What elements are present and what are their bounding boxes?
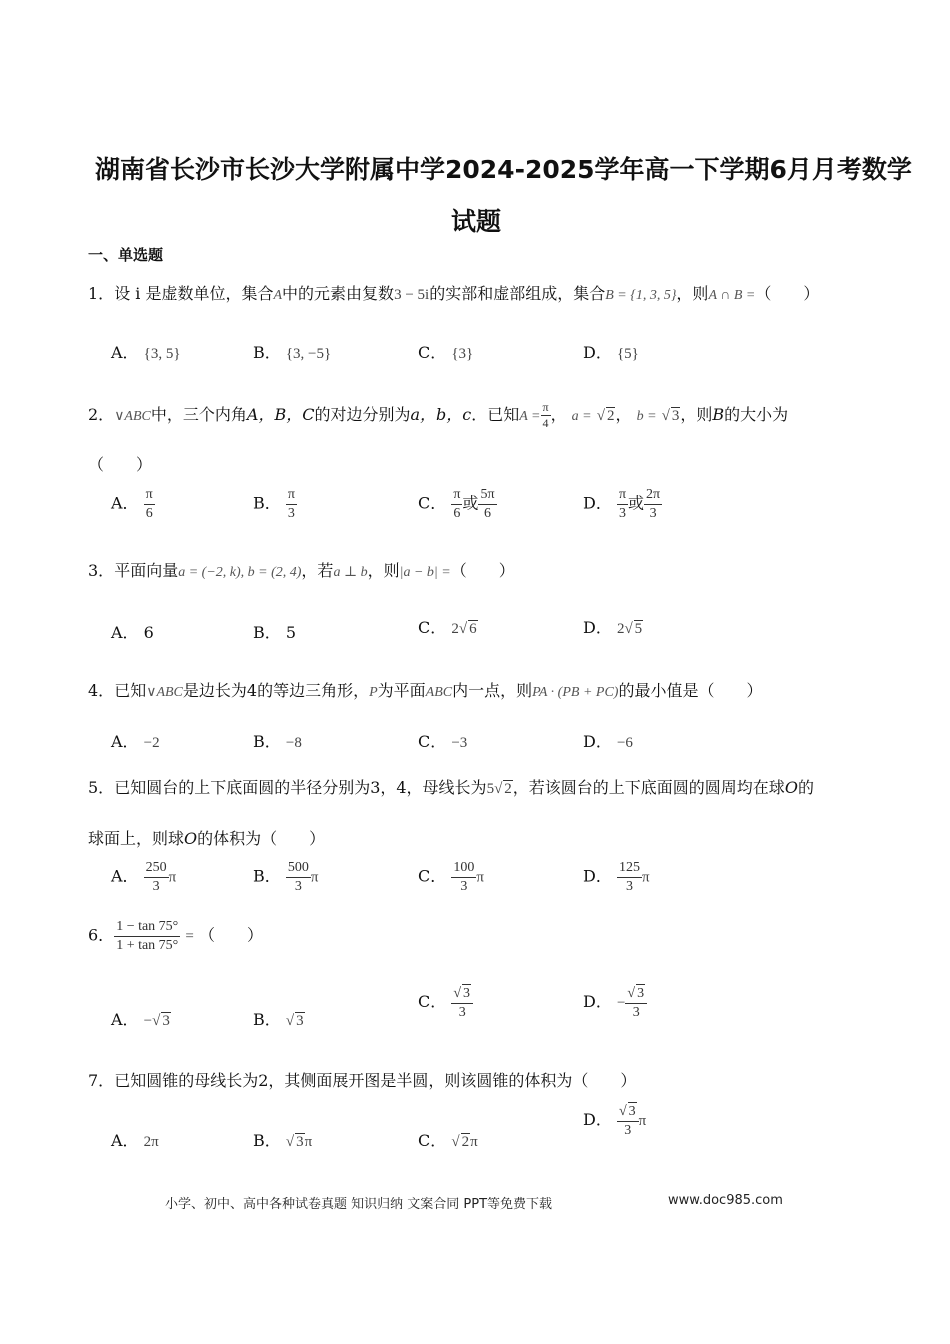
q6-option-b[interactable]: B． √ 3 bbox=[253, 1010, 304, 1029]
q2-option-c[interactable]: C． $\frac{\pi}{6}$ 或 $\frac{5\pi}{6}$ bbox=[418, 487, 495, 521]
q-number: 2． bbox=[88, 405, 115, 424]
footer-url[interactable]: www.doc985.com bbox=[668, 1193, 783, 1208]
question-6: 6． $\frac{1 - \tan 75^\circ}{1 + \tan 75^\circ}$ = （ ） bbox=[88, 919, 263, 953]
page-title-line1: 湖南省长沙市长沙大学附属中学2024-2025学年高一下学期6月月考数学 bbox=[95, 155, 912, 184]
footer-ad-text: 小学、初中、高中各种试卷真题 知识归纳 文案合同 PPT等免费下载 bbox=[165, 1197, 553, 1212]
q1-option-d[interactable]: D． {5} bbox=[583, 343, 639, 362]
page-title-line2: 试题 bbox=[451, 207, 502, 236]
q1-option-a[interactable]: A． {3, 5} bbox=[111, 343, 181, 362]
section-heading: 一、单选题 bbox=[88, 246, 164, 264]
q4-option-d[interactable]: D． −6 bbox=[583, 732, 633, 751]
q3-option-d[interactable]: D． 2√ 5 bbox=[583, 618, 643, 637]
q3-option-c[interactable]: C． 2√ 6 bbox=[418, 618, 477, 637]
q6-option-c[interactable]: C． $\frac{√ 3}{3}$ bbox=[418, 984, 473, 1021]
q7-option-b[interactable]: B． √ 3π bbox=[253, 1131, 313, 1150]
question-4: 4．已知∨ABC是边长为4的等边三角形，P为平面ABC内一点，则PA · (PB + PC)的最小值是（ ） bbox=[88, 681, 763, 700]
q4-option-a[interactable]: A． −2 bbox=[111, 732, 160, 751]
question-7: 7．已知圆锥的母线长为2，其侧面展开图是半圆，则该圆锥的体积为（ ） bbox=[88, 1071, 637, 1090]
question-5-line1: 5．已知圆台的上下底面圆的半径分别为3，4，母线长为5√ 2，若该圆台的上下底面圆的圆周均在球O的 bbox=[88, 778, 814, 797]
q7-option-c[interactable]: C． √ 2π bbox=[418, 1131, 478, 1150]
q3-option-a[interactable]: A． 6 bbox=[111, 623, 154, 642]
q-number: 3． bbox=[88, 561, 115, 580]
question-5-line2: 球面上，则球O的体积为（ ） bbox=[88, 829, 326, 848]
q6-option-d[interactable]: D． − $\frac{√ 3}{3}$ bbox=[583, 984, 647, 1021]
q4-option-b[interactable]: B． −8 bbox=[253, 732, 302, 751]
q-number: 7． bbox=[88, 1071, 115, 1090]
q6-option-a[interactable]: A． −√ 3 bbox=[111, 1010, 170, 1029]
q2-answer-paren: （ ） bbox=[88, 455, 153, 474]
q7-option-d[interactable]: D． $\frac{√ 3}{3}$ π bbox=[583, 1104, 647, 1138]
q-number: 1． bbox=[88, 284, 115, 303]
q5-option-a[interactable]: A． $\frac{250}{3}$ π bbox=[111, 860, 177, 894]
question-1: 1．设 i 是虚数单位，集合A中的元素由复数3 − 5i的实部和虚部组成，集合B = {1, 3, 5}，则A ∩ B =（ ） bbox=[88, 284, 820, 303]
q-number: 6． bbox=[88, 925, 115, 945]
q5-option-b[interactable]: B． $\frac{500}{3}$ π bbox=[253, 860, 319, 894]
q1-option-c[interactable]: C． {3} bbox=[418, 343, 474, 362]
q2-option-d[interactable]: D． $\frac{\pi}{3}$ 或 $\frac{2\pi}{3}$ bbox=[583, 487, 661, 521]
q2-option-a[interactable]: A． $\frac{\pi}{6}$ bbox=[111, 487, 153, 521]
q-number: 5． bbox=[88, 778, 115, 797]
q1-option-b[interactable]: B． {3, −5} bbox=[253, 343, 332, 362]
question-2: 2．∨ABC中，三个内角A，B，C的对边分别为a，b，c．已知A = $\frac{\pi}{4}$ ， a = √ 2， b = √ 3，则B的大小为 bbox=[88, 400, 789, 430]
q4-option-c[interactable]: C． −3 bbox=[418, 732, 468, 751]
q-number: 4． bbox=[88, 681, 115, 700]
q5-option-d[interactable]: D． $\frac{125}{3}$ π bbox=[583, 860, 650, 894]
q3-option-b[interactable]: B． 5 bbox=[253, 623, 297, 642]
q5-option-c[interactable]: C． $\frac{100}{3}$ π bbox=[418, 860, 484, 894]
q2-option-b[interactable]: B． $\frac{\pi}{3}$ bbox=[253, 487, 295, 521]
question-3: 3．平面向量a = (−2, k), b = (2, 4)，若a ⊥ b，则|a − b| =（ ） bbox=[88, 561, 515, 580]
q7-option-a[interactable]: A． 2π bbox=[111, 1131, 159, 1150]
